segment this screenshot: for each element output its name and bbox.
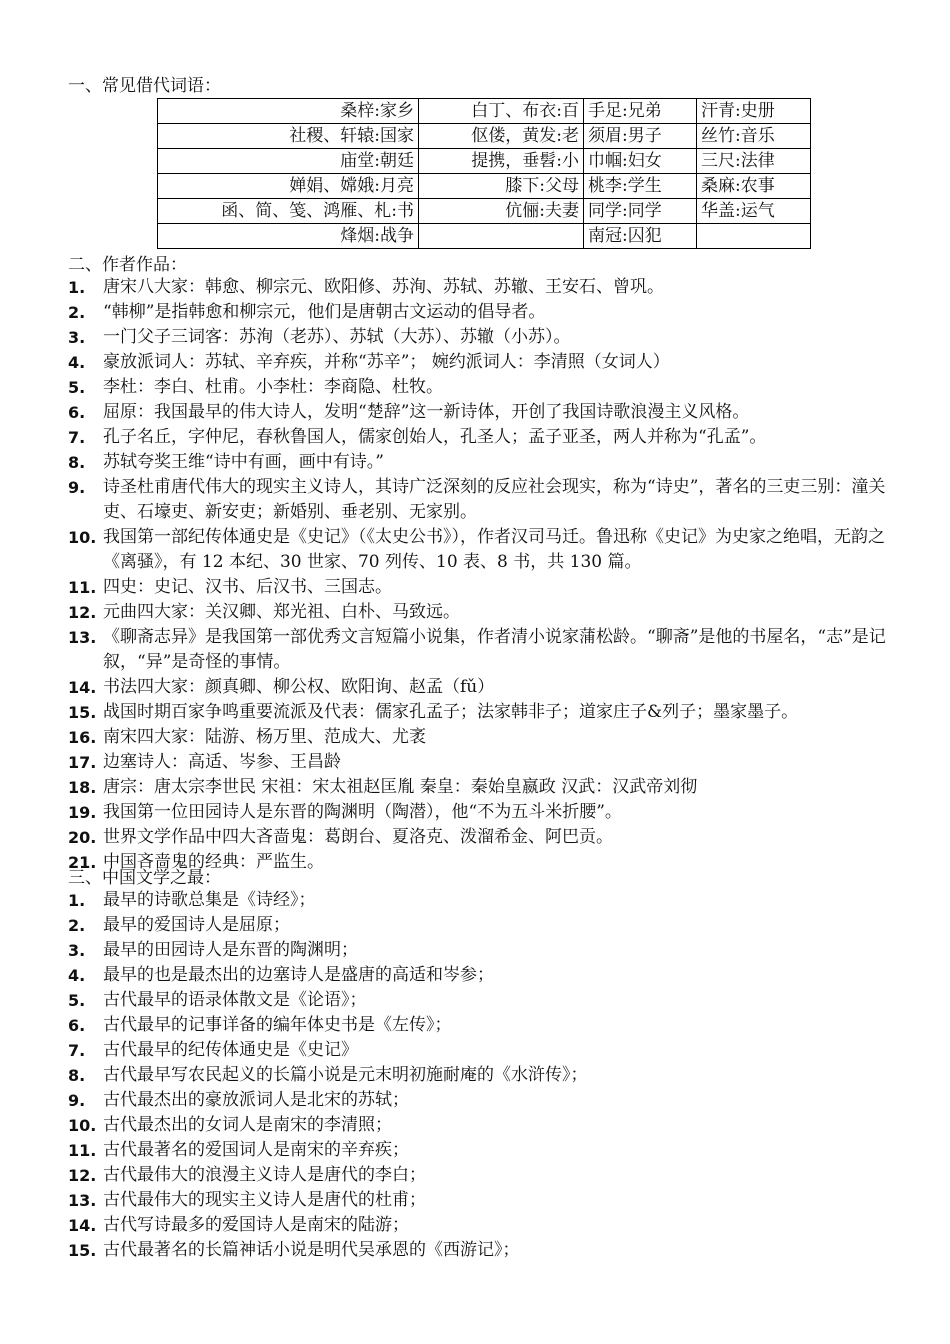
author-list-item: [0, 800, 913, 825]
list-item-text: 世界文学作品中四大吝啬鬼：葛朗台、夏洛克、泼溜希金、阿巴贡。: [103, 827, 613, 847]
author-list-item: [0, 700, 913, 725]
list-item-number: 4.: [68, 353, 86, 372]
list-item-text: 中国吝啬鬼的经典：严监生。: [103, 852, 324, 872]
author-list-item: [0, 525, 913, 575]
literature-first-item: [0, 1063, 913, 1088]
terms-table-cell: 婵娟、嫦娥:月亮: [158, 174, 419, 199]
terms-table-row: [158, 149, 811, 174]
list-item-number: 8.: [68, 453, 86, 472]
terms-table-cell: 桑麻:农事: [697, 174, 811, 199]
terms-table-cell: 南冠:囚犯: [584, 224, 697, 249]
author-list-item: [0, 575, 913, 600]
list-item-text: 南宋四大家：陆游、杨万里、范成大、尤袤: [103, 727, 426, 747]
list-item-text: 屈原：我国最早的伟大诗人，发明“楚辞”这一新诗体，开创了我国诗歌浪漫主义风格。: [103, 402, 750, 422]
author-list-item: [0, 300, 913, 325]
list-item-number: 13.: [68, 628, 97, 647]
list-item-text: 孔子名丘，字仲尼，春秋鲁国人，儒家创始人，孔圣人；孟子亚圣，两人并称为“孔孟”。: [103, 427, 767, 447]
literature-first-item: [0, 1013, 913, 1038]
list-item-text: 我国第一位田园诗人是东晋的陶渊明（陶潜），他“不为五斗米折腰”。: [103, 802, 622, 822]
list-item-number: 5.: [68, 378, 86, 397]
list-item-text: 古代最杰出的女词人是南宋的李清照；: [103, 1115, 392, 1135]
list-item-text: 古代最杰出的豪放派词人是北宋的苏轼；: [103, 1090, 409, 1110]
author-list-item: [0, 325, 913, 350]
terms-table-cell: 桃李:学生: [584, 174, 697, 199]
author-list-item: [0, 425, 913, 450]
borrowed-terms-table: [157, 98, 811, 249]
authors-works-list: [0, 275, 913, 875]
list-item-text: 书法四大家：颜真卿、柳公权、欧阳询、赵孟（fǔ）: [103, 677, 495, 697]
terms-table-cell: 伉俪:夫妻: [419, 199, 584, 224]
list-item-number: 2.: [68, 303, 86, 322]
list-item-text: 唐宗：唐太宗李世民 宋祖：宋太祖赵匡胤 秦皇：秦始皇嬴政 汉武：汉武帝刘彻: [103, 777, 698, 797]
list-item-text: 古代最早的语录体散文是《论语》；: [103, 990, 367, 1010]
terms-table-cell: 桑梓:家乡: [158, 99, 419, 124]
literature-first-item: [0, 988, 913, 1013]
terms-table-cell: 汗青:史册: [697, 99, 811, 124]
list-item-number: 13.: [68, 1191, 97, 1210]
literature-first-item: [0, 963, 913, 988]
list-item-text: 古代最早的纪传体通史是《史记》: [103, 1040, 358, 1060]
list-item-text: 最早的诗歌总集是《诗经》；: [103, 890, 316, 910]
literature-firsts-list: [0, 888, 913, 1263]
list-item-text: “韩柳”是指韩愈和柳宗元，他们是唐朝古文运动的倡导者。: [103, 302, 546, 322]
list-item-text: 豪放派词人：苏轼、辛弃疾，并称“苏辛”； 婉约派词人：李清照（女词人）: [103, 352, 670, 372]
section-heading-borrowed-terms: 一、常见借代词语：: [68, 76, 221, 96]
list-item-text: 最早的也是最杰出的边塞诗人是盛唐的高适和岑参；: [103, 965, 494, 985]
list-item-number: 3.: [68, 328, 86, 347]
author-list-item: [0, 275, 913, 300]
list-item-text: 战国时期百家争鸣重要流派及代表：儒家孔孟子；法家韩非子；道家庄子&列子；墨家墨子。: [103, 702, 799, 722]
list-item-text: 古代最早写农民起义的长篇小说是元末明初施耐庵的《水浒传》；: [103, 1065, 588, 1085]
terms-table-cell: 庙堂:朝廷: [158, 149, 419, 174]
terms-table-cell: 白丁、布衣:百: [419, 99, 584, 124]
list-item-number: 15.: [68, 703, 97, 722]
terms-table-row: [158, 174, 811, 199]
author-list-item: [0, 775, 913, 800]
author-list-item: [0, 825, 913, 850]
list-item-text: 元曲四大家：关汉卿、郑光祖、白朴、马致远。: [103, 602, 460, 622]
list-item-text: 古代写诗最多的爱国诗人是南宋的陆游；: [103, 1215, 409, 1235]
author-list-item: [0, 625, 913, 675]
terms-table-cell: [697, 224, 811, 249]
list-item-number: 11.: [68, 1141, 97, 1160]
terms-table-cell: 伛偻，黄发:老: [419, 124, 584, 149]
literature-first-item: [0, 1213, 913, 1238]
list-item-number: 12.: [68, 603, 97, 622]
list-item-text: 我国第一部纪传体通史是《史记》（《太史公书》），作者汉司马迁。鲁迅称《史记》为史家之绝唱，无韵之《离骚》，有 12 本纪、30 世家、70 列传、10 表、8 书，共 130 篇。: [103, 527, 885, 572]
list-item-number: 1.: [68, 891, 86, 910]
literature-first-item: [0, 938, 913, 963]
list-item-number: 17.: [68, 753, 97, 772]
terms-table-row: [158, 199, 811, 224]
terms-table-cell: 须眉:男子: [584, 124, 697, 149]
terms-table-cell: [419, 224, 584, 249]
list-item-number: 8.: [68, 1066, 86, 1085]
list-item-number: 12.: [68, 1166, 97, 1185]
author-list-item: [0, 725, 913, 750]
list-item-number: 10.: [68, 1116, 97, 1135]
terms-table-cell: 华盖:运气: [697, 199, 811, 224]
list-item-number: 14.: [68, 678, 97, 697]
list-item-number: 2.: [68, 916, 86, 935]
list-item-text: 《聊斋志异》是我国第一部优秀文言短篇小说集，作者清小说家蒲松龄。“聊斋”是他的书屋名，“志”是记叙，“异”是奇怪的事情。: [103, 627, 886, 672]
terms-table-cell: 函、简、笺、鸿雁、札:书: [158, 199, 419, 224]
literature-first-item: [0, 1188, 913, 1213]
list-item-number: 6.: [68, 403, 86, 422]
literature-first-item: [0, 1138, 913, 1163]
list-item-text: 古代最著名的爱国词人是南宋的辛弃疾；: [103, 1140, 409, 1160]
author-list-item: [0, 375, 913, 400]
author-list-item: [0, 400, 913, 425]
list-item-number: 4.: [68, 966, 86, 985]
literature-first-item: [0, 1163, 913, 1188]
list-item-text: 诗圣杜甫唐代伟大的现实主义诗人，其诗广泛深刻的反应社会现实，称为“诗史”，著名的三吏三别：潼关吏、石壕吏、新安吏；新婚别、垂老别、无家别。: [103, 477, 886, 522]
list-item-text: 古代最早的记事详备的编年体史书是《左传》；: [103, 1015, 452, 1035]
terms-table-cell: 膝下:父母: [419, 174, 584, 199]
author-list-item: [0, 350, 913, 375]
list-item-text: 古代最著名的长篇神话小说是明代吴承恩的《西游记》；: [103, 1240, 520, 1260]
list-item-number: 15.: [68, 1241, 97, 1260]
list-item-text: 四史：史记、汉书、后汉书、三国志。: [103, 577, 392, 597]
terms-table-row: [158, 99, 811, 124]
terms-table-cell: 提携，垂髫:小: [419, 149, 584, 174]
list-item-number: 9.: [68, 1091, 86, 1110]
terms-table-cell: 烽烟:战争: [158, 224, 419, 249]
literature-first-item: [0, 1038, 913, 1063]
list-item-number: 20.: [68, 828, 97, 847]
author-list-item: [0, 750, 913, 775]
literature-first-item: [0, 1238, 913, 1263]
list-item-number: 5.: [68, 991, 86, 1010]
list-item-text: 唐宋八大家：韩愈、柳宗元、欧阳修、苏洵、苏轼、苏辙、王安石、曾巩。: [103, 277, 664, 297]
list-item-number: 16.: [68, 728, 97, 747]
terms-table-cell: 丝竹:音乐: [697, 124, 811, 149]
list-item-number: 3.: [68, 941, 86, 960]
list-item-number: 10.: [68, 528, 97, 547]
literature-first-item: [0, 888, 913, 913]
literature-first-item: [0, 1088, 913, 1113]
list-item-number: 1.: [68, 278, 86, 297]
terms-table-row: [158, 224, 811, 249]
list-item-text: 古代最伟大的现实主义诗人是唐代的杜甫；: [103, 1190, 426, 1210]
author-list-item: [0, 475, 913, 525]
list-item-text: 李杜：李白、杜甫。小李杜：李商隐、杜牧。: [103, 377, 443, 397]
list-item-text: 苏轼夸奖王维“诗中有画，画中有诗。”: [103, 452, 384, 472]
terms-table-cell: 社稷、轩辕:国家: [158, 124, 419, 149]
section-heading-literature-firsts: 三、中国文学之最：: [68, 868, 221, 888]
literature-first-item: [0, 913, 913, 938]
list-item-number: 18.: [68, 778, 97, 797]
list-item-number: 14.: [68, 1216, 97, 1235]
section-heading-authors-works: 二、作者作品：: [68, 255, 187, 275]
author-list-item: [0, 675, 913, 700]
terms-table-body: [158, 99, 811, 249]
terms-table-cell: 手足:兄弟: [584, 99, 697, 124]
list-item-number: 6.: [68, 1016, 86, 1035]
list-item-text: 古代最伟大的浪漫主义诗人是唐代的李白；: [103, 1165, 426, 1185]
list-item-number: 19.: [68, 803, 97, 822]
literature-first-item: [0, 1113, 913, 1138]
list-item-number: 9.: [68, 478, 86, 497]
author-list-item: [0, 450, 913, 475]
terms-table-cell: 三尺:法律: [697, 149, 811, 174]
list-item-text: 边塞诗人：高适、岑参、王昌龄: [103, 752, 341, 772]
list-item-number: 21.: [68, 853, 97, 872]
terms-table-row: [158, 124, 811, 149]
list-item-text: 最早的田园诗人是东晋的陶渊明；: [103, 940, 358, 960]
list-item-text: 最早的爱国诗人是屈原；: [103, 915, 290, 935]
list-item-number: 11.: [68, 578, 97, 597]
terms-table-cell: 同学:同学: [584, 199, 697, 224]
list-item-text: 一门父子三词客：苏洵（老苏）、苏轼（大苏）、苏辙（小苏）。: [103, 327, 571, 347]
list-item-number: 7.: [68, 428, 86, 447]
list-item-number: 7.: [68, 1041, 86, 1060]
author-list-item: [0, 600, 913, 625]
terms-table-cell: 巾帼:妇女: [584, 149, 697, 174]
